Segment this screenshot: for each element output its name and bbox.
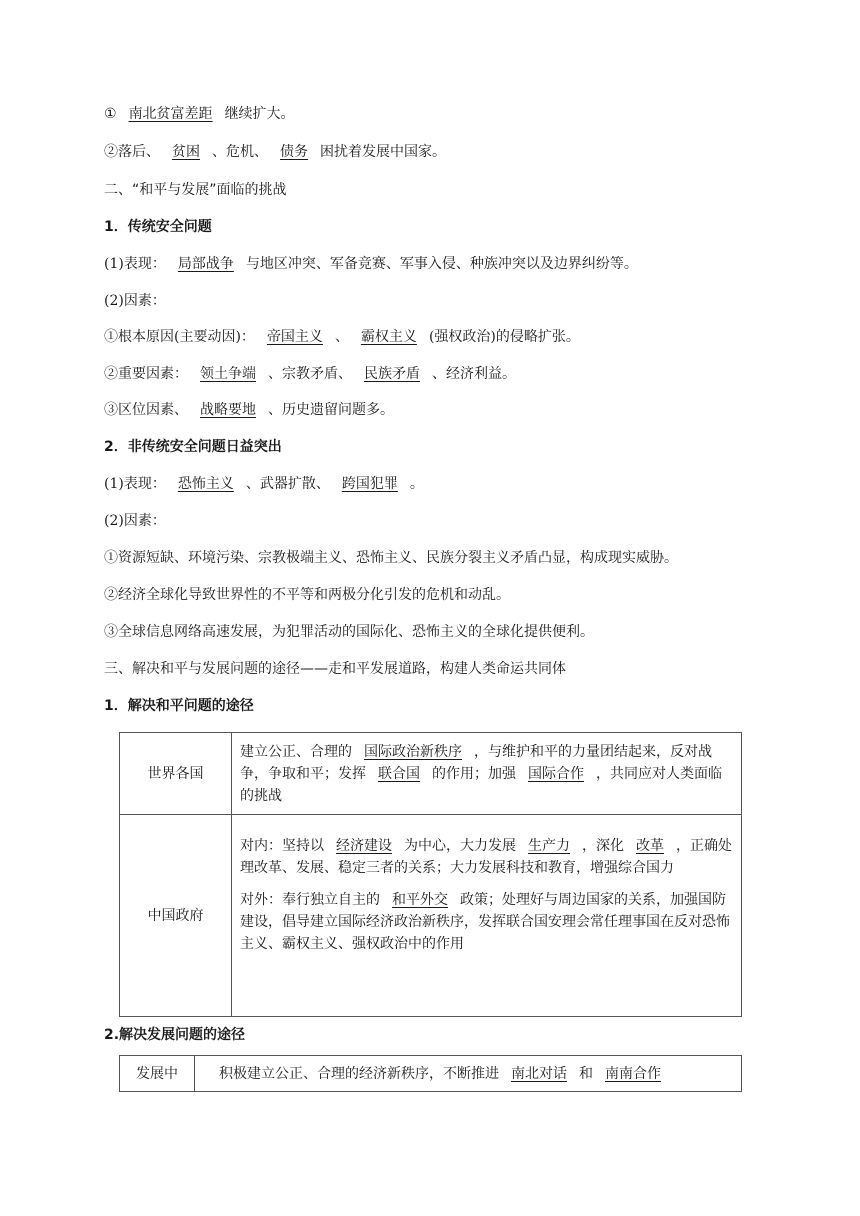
answer-blank: 国际合作 xyxy=(528,765,584,782)
paragraph: 对内：坚持以 经济建设 为中心，大力发展 生产力 ，深化 改革 ，正确处理改革、发展、稳定三者的关系；大力发展科技和教育，增强综合国力 xyxy=(240,838,732,876)
text-line: ③区位因素、 战略要地 、历史遗留问题多。 xyxy=(104,402,394,418)
table-row xyxy=(120,1056,742,1092)
text-line: ① 南北贫富差距 继续扩大。 xyxy=(104,106,295,122)
answer-blank: 联合国 xyxy=(378,765,420,782)
subsection-heading: 2．非传统安全问题日益突出 xyxy=(104,439,282,455)
answer-blank: 生产力 xyxy=(528,838,570,854)
subsection-heading: 2.解决发展问题的途径 xyxy=(104,1027,246,1043)
answer-blank: 债务 xyxy=(280,144,308,160)
answer-blank: 霸权主义 xyxy=(360,329,417,345)
answer-blank: 民族矛盾 xyxy=(364,366,420,382)
paragraph: 对外：奉行独立自主的 和平外交 政策；处理好与周边国家的关系，加强国防建设，倡导建立国际经济政治新秩序，发挥联合国安理会常任理事国在反对恐怖主义、霸权主义、强权政治中的作用 xyxy=(240,892,730,952)
answer-blank: 恐怖主义 xyxy=(177,476,234,492)
text-line: (1)表现： 局部战争 与地区冲突、军备竞赛、军事入侵、种族冲突以及边界纠纷等。 xyxy=(104,256,638,272)
row-content xyxy=(232,815,742,1017)
text-line: ②重要因素： 领土争端 、宗教矛盾、 民族矛盾 、经济利益。 xyxy=(104,366,516,382)
answer-blank: 国际政治新秩序 xyxy=(364,743,462,760)
text-line: ②经济全球化导致世界性的不平等和两极分化引发的危机和动乱。 xyxy=(104,587,510,603)
answer-blank: 南南合作 xyxy=(605,1065,661,1082)
row-label: 发展中 xyxy=(120,1056,195,1092)
answer-blank: 帝国主义 xyxy=(266,329,323,345)
answer-blank: 战略要地 xyxy=(200,402,256,418)
answer-blank: 跨国犯罪 xyxy=(341,476,398,492)
text-line: ①根本原因(主要动因)： 帝国主义 、 霸权主义 (强权政治)的侵略扩张。 xyxy=(104,329,580,345)
subsection-heading: 1．解决和平问题的途径 xyxy=(104,698,254,714)
text-line: ②落后、 贫困 、危机、 债务 困扰着发展中国家。 xyxy=(104,144,446,160)
answer-blank: 南北贫富差距 xyxy=(128,106,213,122)
table-row xyxy=(120,733,742,815)
row-content: 建立公正、合理的 国际政治新秩序 ，与维护和平的力量团结起来，反对战争，争取和平；发挥 联合国 的作用；加强 国际合作 ，共同应对人类面临的挑战 xyxy=(232,733,742,815)
text-line: ③全球信息网络高速发展，为犯罪活动的国际化、恐怖主义的全球化提供便利。 xyxy=(104,624,594,640)
row-content: 积极建立公正、合理的经济新秩序，不断推进 南北对话 和 南南合作 xyxy=(195,1056,742,1092)
answer-blank: 改革 xyxy=(636,838,664,854)
text-line: (1)表现： 恐怖主义 、武器扩散、 跨国犯罪 。 xyxy=(104,476,424,492)
row-label: 中国政府 xyxy=(120,815,232,1017)
answer-blank: 南北对话 xyxy=(511,1065,567,1082)
text-line: (2)因素： xyxy=(104,293,166,309)
answer-blank: 经济建设 xyxy=(336,838,392,854)
text-line: (2)因素： xyxy=(104,513,166,529)
section-title: 二、“和平与发展”面临的挑战 xyxy=(104,182,287,198)
section-title: 三、解决和平与发展问题的途径——走和平发展道路，构建人类命运共同体 xyxy=(104,661,566,677)
subsection-heading: 1．传统安全问题 xyxy=(104,219,212,235)
answer-blank: 和平外交 xyxy=(392,892,448,908)
answer-blank: 领土争端 xyxy=(200,366,256,382)
text-line: ①资源短缺、环境污染、宗教极端主义、恐怖主义、民族分裂主义矛盾凸显，构成现实威胁。 xyxy=(104,550,678,566)
answer-blank: 贫困 xyxy=(172,144,200,160)
answer-blank: 局部战争 xyxy=(177,256,234,272)
row-label: 世界各国 xyxy=(120,733,232,815)
development-solutions-table xyxy=(119,1055,742,1092)
table-row xyxy=(120,815,742,1017)
peace-solutions-table xyxy=(119,732,742,1017)
